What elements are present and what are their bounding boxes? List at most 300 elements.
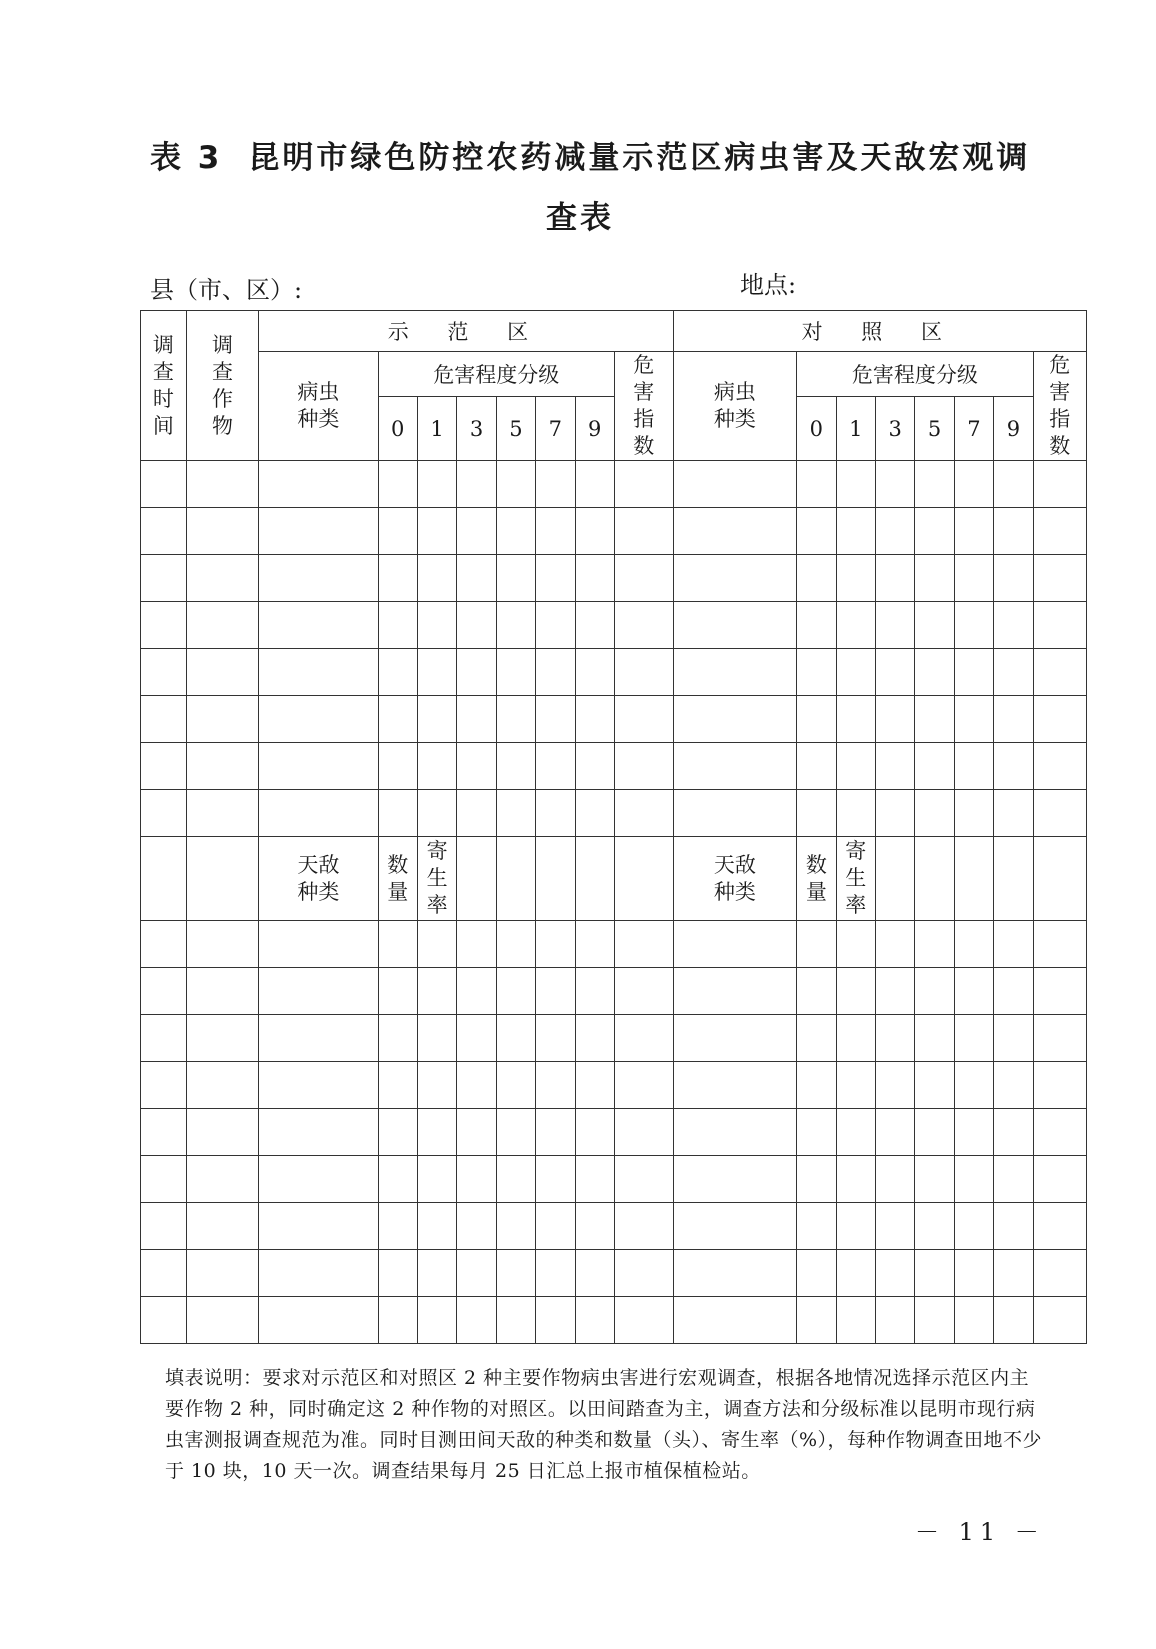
table-cell[interactable] [954,508,993,555]
table-cell[interactable] [536,696,575,743]
table-cell[interactable] [836,1297,875,1344]
table-cell[interactable] [259,461,378,508]
table-cell[interactable] [836,602,875,649]
table-cell[interactable] [378,461,417,508]
table-cell[interactable] [994,1203,1033,1250]
table-cell[interactable] [994,649,1033,696]
table-cell[interactable] [417,1297,456,1344]
table-cell[interactable] [836,649,875,696]
table-cell[interactable] [915,921,954,968]
table-cell[interactable] [915,790,954,837]
table-cell[interactable] [1033,1250,1086,1297]
table-cell[interactable] [673,790,797,837]
table-cell[interactable] [673,1109,797,1156]
table-cell[interactable] [186,837,258,921]
table-cell[interactable] [141,1156,187,1203]
table-cell[interactable] [575,649,614,696]
table-cell[interactable] [836,1203,875,1250]
table-cell[interactable] [1033,921,1086,968]
table-cell[interactable] [954,1250,993,1297]
table-cell[interactable] [536,1203,575,1250]
table-cell[interactable] [614,790,673,837]
table-cell[interactable] [575,508,614,555]
table-cell[interactable] [915,837,954,921]
table-cell[interactable] [259,921,378,968]
table-cell[interactable] [259,743,378,790]
table-cell[interactable] [954,1203,993,1250]
table-cell[interactable] [994,555,1033,602]
table-cell[interactable] [575,790,614,837]
table-cell[interactable] [457,1203,496,1250]
table-cell[interactable] [141,790,187,837]
table-cell[interactable] [915,1156,954,1203]
table-cell[interactable] [457,921,496,968]
table-cell[interactable] [496,1203,535,1250]
table-cell[interactable] [673,1062,797,1109]
table-cell[interactable] [259,1015,378,1062]
table-cell[interactable] [1033,649,1086,696]
table-cell[interactable] [797,508,836,555]
table-cell[interactable] [875,1015,914,1062]
table-cell[interactable] [259,1156,378,1203]
table-cell[interactable] [496,461,535,508]
table-cell[interactable] [259,1203,378,1250]
table-cell[interactable] [915,649,954,696]
table-cell[interactable] [259,602,378,649]
table-cell[interactable] [875,921,914,968]
table-cell[interactable] [141,1250,187,1297]
table-cell[interactable] [417,743,456,790]
table-cell[interactable] [915,555,954,602]
table-cell[interactable] [673,1015,797,1062]
table-cell[interactable] [259,649,378,696]
table-cell[interactable] [915,968,954,1015]
table-cell[interactable] [836,968,875,1015]
table-cell[interactable] [457,696,496,743]
table-cell[interactable] [575,837,614,921]
table-cell[interactable] [378,1062,417,1109]
table-cell[interactable] [614,555,673,602]
table-cell[interactable] [875,790,914,837]
table-cell[interactable] [797,602,836,649]
table-cell[interactable] [1033,1109,1086,1156]
table-cell[interactable] [496,1109,535,1156]
table-cell[interactable] [954,1156,993,1203]
table-cell[interactable] [457,837,496,921]
table-cell[interactable] [994,1297,1033,1344]
table-cell[interactable] [141,696,187,743]
table-cell[interactable] [836,1156,875,1203]
table-cell[interactable] [673,555,797,602]
table-cell[interactable] [994,743,1033,790]
table-cell[interactable] [378,790,417,837]
table-cell[interactable] [575,968,614,1015]
table-cell[interactable] [875,696,914,743]
table-cell[interactable] [536,508,575,555]
table-cell[interactable] [186,555,258,602]
table-cell[interactable] [1033,1015,1086,1062]
table-cell[interactable] [614,743,673,790]
table-cell[interactable] [536,968,575,1015]
table-cell[interactable] [496,790,535,837]
table-cell[interactable] [378,1250,417,1297]
table-cell[interactable] [954,1109,993,1156]
table-cell[interactable] [496,1250,535,1297]
table-cell[interactable] [875,555,914,602]
table-cell[interactable] [875,602,914,649]
table-cell[interactable] [536,1062,575,1109]
table-cell[interactable] [875,1156,914,1203]
table-cell[interactable] [417,1250,456,1297]
table-cell[interactable] [614,649,673,696]
table-cell[interactable] [915,1203,954,1250]
table-cell[interactable] [417,649,456,696]
table-cell[interactable] [875,1297,914,1344]
table-cell[interactable] [417,602,456,649]
table-cell[interactable] [378,602,417,649]
table-cell[interactable] [457,790,496,837]
table-cell[interactable] [575,602,614,649]
table-cell[interactable] [259,1250,378,1297]
table-cell[interactable] [186,968,258,1015]
table-cell[interactable] [186,1156,258,1203]
table-cell[interactable] [994,1156,1033,1203]
table-cell[interactable] [836,1250,875,1297]
table-cell[interactable] [954,921,993,968]
table-cell[interactable] [614,461,673,508]
table-cell[interactable] [417,1203,456,1250]
table-cell[interactable] [575,461,614,508]
table-cell[interactable] [457,1250,496,1297]
table-cell[interactable] [417,1109,456,1156]
table-cell[interactable] [875,968,914,1015]
table-cell[interactable] [536,555,575,602]
table-cell[interactable] [259,555,378,602]
table-cell[interactable] [954,461,993,508]
table-cell[interactable] [457,649,496,696]
table-cell[interactable] [836,1109,875,1156]
table-cell[interactable] [954,790,993,837]
table-cell[interactable] [954,968,993,1015]
table-cell[interactable] [614,1297,673,1344]
table-cell[interactable] [954,1297,993,1344]
table-cell[interactable] [797,1250,836,1297]
table-cell[interactable] [875,508,914,555]
table-cell[interactable] [186,602,258,649]
table-cell[interactable] [186,508,258,555]
table-cell[interactable] [836,555,875,602]
table-cell[interactable] [797,921,836,968]
table-cell[interactable] [875,1203,914,1250]
table-cell[interactable] [457,743,496,790]
table-cell[interactable] [614,602,673,649]
table-cell[interactable] [614,968,673,1015]
table-cell[interactable] [875,1109,914,1156]
table-cell[interactable] [141,1062,187,1109]
table-cell[interactable] [673,508,797,555]
table-cell[interactable] [417,461,456,508]
table-cell[interactable] [496,696,535,743]
table-cell[interactable] [673,1203,797,1250]
table-cell[interactable] [673,968,797,1015]
table-cell[interactable] [536,1156,575,1203]
table-cell[interactable] [536,1015,575,1062]
table-cell[interactable] [1033,1156,1086,1203]
table-cell[interactable] [457,1109,496,1156]
table-cell[interactable] [1033,968,1086,1015]
table-cell[interactable] [186,1062,258,1109]
table-cell[interactable] [186,1109,258,1156]
table-cell[interactable] [186,696,258,743]
table-cell[interactable] [141,1203,187,1250]
table-cell[interactable] [994,837,1033,921]
table-cell[interactable] [141,968,187,1015]
table-cell[interactable] [797,1203,836,1250]
table-cell[interactable] [994,602,1033,649]
table-cell[interactable] [875,649,914,696]
table-cell[interactable] [673,461,797,508]
table-cell[interactable] [141,649,187,696]
table-cell[interactable] [378,968,417,1015]
table-cell[interactable] [378,696,417,743]
table-cell[interactable] [575,1203,614,1250]
table-cell[interactable] [994,968,1033,1015]
table-cell[interactable] [536,461,575,508]
table-cell[interactable] [496,602,535,649]
table-cell[interactable] [378,1203,417,1250]
table-cell[interactable] [496,1156,535,1203]
table-cell[interactable] [994,1250,1033,1297]
table-cell[interactable] [417,555,456,602]
table-cell[interactable] [614,1062,673,1109]
table-cell[interactable] [915,1297,954,1344]
table-cell[interactable] [496,1062,535,1109]
table-cell[interactable] [1033,743,1086,790]
table-cell[interactable] [836,508,875,555]
table-cell[interactable] [496,1015,535,1062]
table-cell[interactable] [1033,696,1086,743]
table-cell[interactable] [536,1297,575,1344]
table-cell[interactable] [536,1250,575,1297]
table-cell[interactable] [797,790,836,837]
table-cell[interactable] [915,461,954,508]
table-cell[interactable] [496,837,535,921]
table-cell[interactable] [259,508,378,555]
table-cell[interactable] [378,1015,417,1062]
table-cell[interactable] [417,1062,456,1109]
table-cell[interactable] [614,696,673,743]
table-cell[interactable] [1033,790,1086,837]
table-cell[interactable] [673,602,797,649]
table-cell[interactable] [259,1062,378,1109]
table-cell[interactable] [536,743,575,790]
table-cell[interactable] [954,696,993,743]
table-cell[interactable] [496,968,535,1015]
table-cell[interactable] [457,461,496,508]
table-cell[interactable] [673,1156,797,1203]
table-cell[interactable] [614,1109,673,1156]
table-cell[interactable] [954,837,993,921]
table-cell[interactable] [836,1015,875,1062]
table-cell[interactable] [673,1250,797,1297]
table-cell[interactable] [496,1297,535,1344]
table-cell[interactable] [141,508,187,555]
table-cell[interactable] [141,921,187,968]
table-cell[interactable] [259,790,378,837]
table-cell[interactable] [915,1250,954,1297]
table-cell[interactable] [378,555,417,602]
table-cell[interactable] [797,1156,836,1203]
table-cell[interactable] [1033,602,1086,649]
table-cell[interactable] [378,1109,417,1156]
table-cell[interactable] [1033,555,1086,602]
table-cell[interactable] [1033,1062,1086,1109]
table-cell[interactable] [186,461,258,508]
table-cell[interactable] [915,1062,954,1109]
table-cell[interactable] [259,1297,378,1344]
table-cell[interactable] [457,968,496,1015]
table-cell[interactable] [186,1250,258,1297]
table-cell[interactable] [575,1015,614,1062]
table-cell[interactable] [614,837,673,921]
table-cell[interactable] [797,1297,836,1344]
table-cell[interactable] [673,649,797,696]
table-cell[interactable] [378,649,417,696]
table-cell[interactable] [797,696,836,743]
table-cell[interactable] [259,696,378,743]
table-cell[interactable] [575,1109,614,1156]
table-cell[interactable] [186,921,258,968]
table-cell[interactable] [378,1297,417,1344]
table-cell[interactable] [457,1015,496,1062]
table-cell[interactable] [457,508,496,555]
table-cell[interactable] [1033,508,1086,555]
table-cell[interactable] [915,1015,954,1062]
table-cell[interactable] [141,1109,187,1156]
table-cell[interactable] [575,555,614,602]
table-cell[interactable] [417,696,456,743]
table-cell[interactable] [994,921,1033,968]
table-cell[interactable] [186,743,258,790]
table-cell[interactable] [673,1297,797,1344]
table-cell[interactable] [994,508,1033,555]
table-cell[interactable] [797,743,836,790]
table-cell[interactable] [797,968,836,1015]
table-cell[interactable] [457,1156,496,1203]
table-cell[interactable] [457,1297,496,1344]
table-cell[interactable] [378,921,417,968]
table-cell[interactable] [259,1109,378,1156]
table-cell[interactable] [836,461,875,508]
table-cell[interactable] [536,921,575,968]
table-cell[interactable] [954,649,993,696]
table-cell[interactable] [417,790,456,837]
table-cell[interactable] [575,1156,614,1203]
table-cell[interactable] [575,1062,614,1109]
table-cell[interactable] [141,837,187,921]
table-cell[interactable] [378,508,417,555]
table-cell[interactable] [915,508,954,555]
table-cell[interactable] [536,837,575,921]
table-cell[interactable] [575,1250,614,1297]
table-cell[interactable] [536,602,575,649]
table-cell[interactable] [378,743,417,790]
table-cell[interactable] [614,1203,673,1250]
table-cell[interactable] [186,649,258,696]
table-cell[interactable] [496,508,535,555]
table-cell[interactable] [915,602,954,649]
table-cell[interactable] [954,743,993,790]
table-cell[interactable] [496,555,535,602]
table-cell[interactable] [836,921,875,968]
table-cell[interactable] [141,461,187,508]
table-cell[interactable] [954,1062,993,1109]
table-cell[interactable] [875,1250,914,1297]
table-cell[interactable] [673,921,797,968]
table-cell[interactable] [836,790,875,837]
table-cell[interactable] [673,743,797,790]
table-cell[interactable] [994,1109,1033,1156]
table-cell[interactable] [186,1297,258,1344]
table-cell[interactable] [614,1156,673,1203]
table-cell[interactable] [994,790,1033,837]
table-cell[interactable] [417,968,456,1015]
table-cell[interactable] [259,968,378,1015]
table-cell[interactable] [141,602,187,649]
table-cell[interactable] [614,1015,673,1062]
table-cell[interactable] [378,1156,417,1203]
table-cell[interactable] [915,696,954,743]
table-cell[interactable] [186,1015,258,1062]
table-cell[interactable] [496,649,535,696]
table-cell[interactable] [994,1062,1033,1109]
table-cell[interactable] [954,1015,993,1062]
table-cell[interactable] [994,461,1033,508]
table-cell[interactable] [457,1062,496,1109]
table-cell[interactable] [614,1250,673,1297]
table-cell[interactable] [915,743,954,790]
table-cell[interactable] [875,743,914,790]
table-cell[interactable] [673,696,797,743]
table-cell[interactable] [141,1297,187,1344]
table-cell[interactable] [536,1109,575,1156]
table-cell[interactable] [536,790,575,837]
table-cell[interactable] [496,921,535,968]
table-cell[interactable] [1033,1297,1086,1344]
table-cell[interactable] [1033,837,1086,921]
table-cell[interactable] [797,1062,836,1109]
table-cell[interactable] [575,743,614,790]
table-cell[interactable] [954,602,993,649]
table-cell[interactable] [614,921,673,968]
table-cell[interactable] [575,1297,614,1344]
table-cell[interactable] [797,649,836,696]
table-cell[interactable] [1033,461,1086,508]
table-cell[interactable] [797,1109,836,1156]
table-cell[interactable] [575,921,614,968]
table-cell[interactable] [797,555,836,602]
table-cell[interactable] [575,696,614,743]
table-cell[interactable] [141,1015,187,1062]
table-cell[interactable] [457,602,496,649]
table-cell[interactable] [417,1156,456,1203]
table-cell[interactable] [417,921,456,968]
table-cell[interactable] [954,555,993,602]
table-cell[interactable] [875,837,914,921]
table-cell[interactable] [875,1062,914,1109]
table-cell[interactable] [797,1015,836,1062]
table-cell[interactable] [457,555,496,602]
